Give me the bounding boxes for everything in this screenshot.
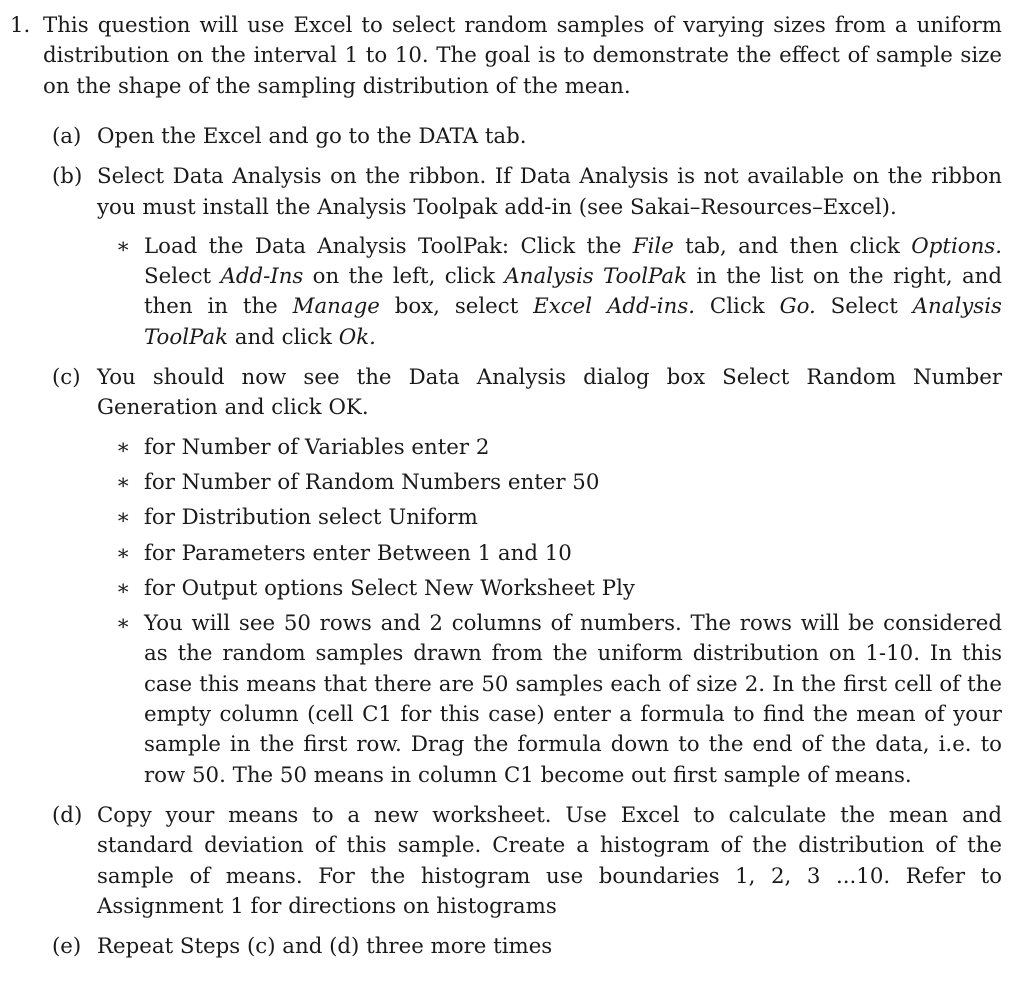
bullet-mark: ∗ — [116, 469, 131, 495]
part-a — [52, 122, 1002, 152]
bullet-list — [52, 433, 1002, 791]
bullet-mark: ∗ — [116, 540, 131, 566]
question-1 — [10, 11, 1002, 102]
question-parts — [52, 122, 1002, 972]
bullet-text: in the list on the right, and then in the — [144, 264, 1002, 320]
bullet-text: for Number of Variables enter 2 — [144, 434, 490, 460]
question-text: This question will use Excel to select random samples of varying sizes from a uniform distribution on the interval 1 to 10. The goal is to demonstrate the effect of sample size on the shape of the sampling distribution of the mean. — [43, 13, 1002, 99]
bullet-text: Click — [695, 294, 780, 320]
part-text: You should now see the Data Analysis dialog box Select Random Number Generation and click OK. — [97, 365, 1002, 421]
bullet-mark: ∗ — [116, 575, 131, 601]
bullet-item — [116, 609, 1002, 791]
emphasis-file: File — [632, 233, 674, 259]
part-text: Open the Excel and go to the DATA tab. — [97, 124, 527, 149]
bullet-text: for Number of Random Numbers enter 50 — [144, 469, 600, 495]
bullet-item — [116, 503, 1002, 533]
emphasis-analysis-toolpak-2: Analysis ToolPak — [144, 294, 1002, 350]
emphasis-manage: Manage — [292, 294, 380, 320]
bullet-text: Select — [144, 264, 221, 290]
bullet-text: and click — [227, 324, 339, 350]
emphasis-add-ins: Add-Ins — [220, 264, 304, 290]
part-label: (d) — [52, 802, 83, 828]
part-text: Copy your means to a new worksheet. Use Excel to calculate the mean and standard deviation of this sample. Create a histogram of the distribution of the sample of means. For the histogram use boundaries 1, 2, 3 ...10. Refer to Assignment 1 for directions on histograms — [97, 802, 1002, 919]
bullet-text: Select — [815, 294, 913, 320]
bullet-text: You will see 50 rows and 2 columns of numbers. The rows will be considered as the random samples drawn from the uniform distribution on 1-10. In this case this means that there are 50 samples each of size 2. In the first cell of the empty column (cell C1 for this case) enter a formula to find the mean of your sample in the first row. Drag the formula down to the end of the data, i.e. to row 50. The 50 means in column C1 become out first sample of means. — [144, 611, 1002, 788]
question-number: 1. — [10, 13, 31, 38]
emphasis-go: Go. — [779, 294, 816, 320]
bullet-mark: ∗ — [116, 233, 131, 259]
part-text: Repeat Steps (c) and (d) three more times — [97, 934, 553, 960]
part-d — [52, 801, 1002, 922]
part-c — [52, 363, 1002, 791]
bullet-text: tab, and then click — [673, 233, 912, 259]
emphasis-options: Options. — [911, 233, 1002, 259]
bullet-text: box, select — [379, 294, 534, 320]
bullet-mark: ∗ — [116, 505, 131, 531]
bullet-list — [52, 232, 1002, 353]
bullet-text: for Distribution select Uniform — [144, 505, 478, 531]
bullet-text: for Output options Select New Worksheet Ply — [144, 575, 635, 601]
part-b — [52, 162, 1002, 353]
part-label: (e) — [52, 934, 82, 960]
bullet-item — [116, 468, 1002, 498]
part-label: (b) — [52, 164, 83, 190]
bullet-text: for Parameters enter Between 1 and 10 — [144, 540, 572, 566]
emphasis-ok: Ok. — [338, 324, 376, 350]
part-label: (c) — [52, 365, 81, 391]
bullet-item — [116, 539, 1002, 569]
part-text: Select Data Analysis on the ribbon. If Data Analysis is not available on the ribbon you must install the Analysis Toolpak add-in (see Sakai–Resources–Excel). — [97, 164, 1002, 220]
bullet-text: Load the Data Analysis ToolPak: Click the — [144, 233, 633, 259]
emphasis-analysis-toolpak: Analysis ToolPak — [504, 264, 688, 290]
bullet-mark: ∗ — [116, 434, 131, 460]
bullet-item — [116, 433, 1002, 463]
part-e — [52, 932, 1002, 962]
bullet-text: on the left, click — [303, 264, 505, 290]
bullet-mark: ∗ — [116, 611, 131, 637]
emphasis-excel-add-ins: Excel Add-ins. — [533, 294, 696, 320]
part-label: (a) — [52, 124, 82, 149]
bullet-item — [116, 232, 1002, 353]
bullet-item — [116, 574, 1002, 604]
